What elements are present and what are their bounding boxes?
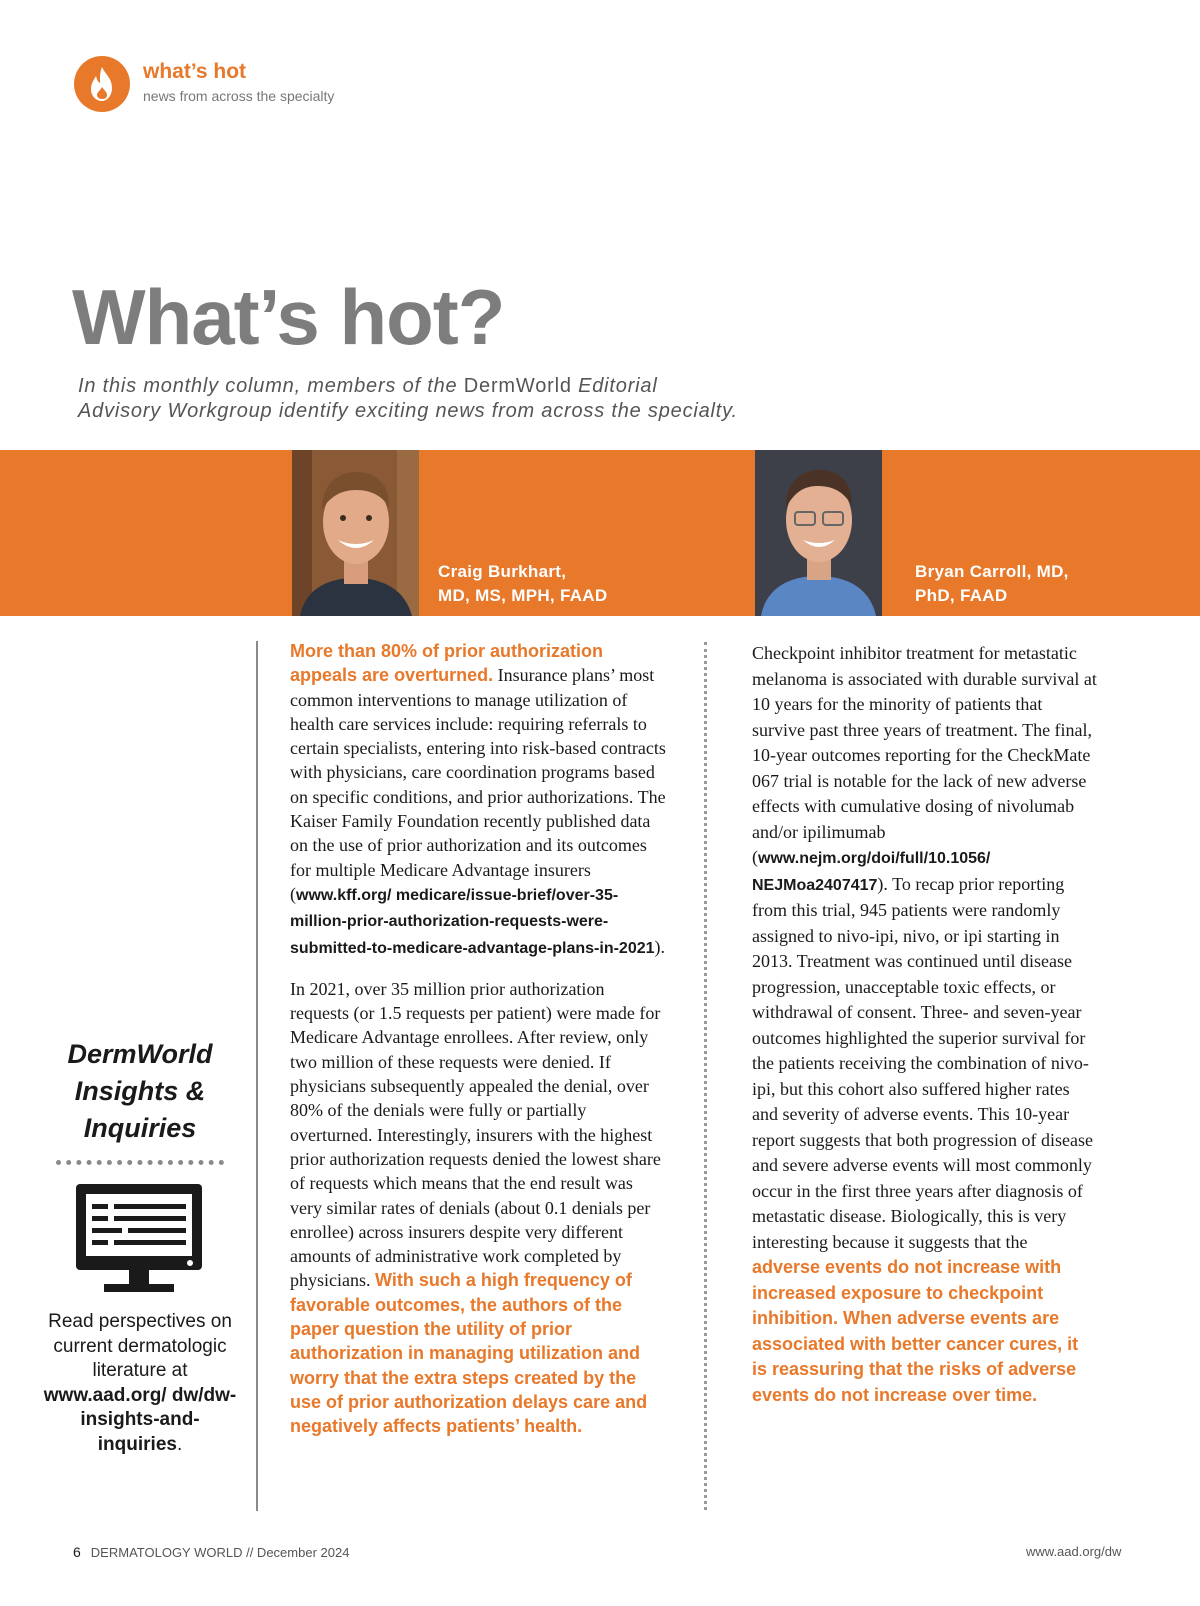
column-divider-left (256, 641, 258, 1511)
page-title: What’s hot? (72, 273, 505, 361)
sidebar-body: Read perspectives on current dermatologic literature at (48, 1311, 232, 1381)
paragraph-text: In 2021, over 35 million prior authorization requests (or 1.5 requests per patient) were made for Medicare Advantage enrollees. After review, only two million of these requests were denied. If physicians subsequently appealed the denial, over 80% of the denials were fully or partially overturned. Interestingly, insurers with the highest prior authorization requests denied the lowest share of requests which means that the end result was very similar rates of denials (about 0.1 denials per enrollee) across insurers despite very different amounts of administrative work completed by physicians. (290, 978, 661, 1291)
closing-highlight: With such a high frequency of favorable outcomes, the authors of the paper question the utility of prior authorization in managing utilization and worry that the extra steps created by the use of prior authorization delays care and negatively affects patients’ health. (290, 1270, 648, 1437)
article-column-checkpoint-inhibitor (752, 641, 1097, 1408)
sidebar-title-line1: DermWorld (67, 1039, 213, 1069)
paragraph-1 (752, 641, 1097, 1408)
intro-part2: Editorial (571, 375, 658, 397)
author-name-burkhart (438, 560, 607, 608)
article-column-prior-authorization (290, 639, 666, 1439)
sidebar-title-line3: Inquiries (83, 1113, 197, 1143)
author-name-line1: Bryan Carroll, MD, (915, 562, 1069, 581)
intro-line2: Advisory Workgroup identify exciting news from across the specialty. (78, 400, 738, 422)
author-photo-carroll (755, 450, 882, 616)
author-name-carroll (915, 560, 1069, 608)
sidebar-end: . (176, 1433, 183, 1455)
author-name-line2: MD, MS, MPH, FAAD (438, 586, 608, 605)
paragraph-text-continued: ). To recap prior reporting from this trial, 945 patients were randomly assigned to nivo-ipi, nivo, or ipi starting in 2013. Treatment was continued until disease progression, unacceptable toxic effects, or withdrawal of consent. Three- and seven-year outcomes highlighted the superior survival for the patients receiving the combination of nivo-ipi, but this cohort also suffered higher rates and severity of adverse events. This 10-year report suggests that both progression of disease and severe adverse events will most commonly occur in the first three years after diagnosis of metastatic disease. Biologically, this is very interesting because it suggests that the (752, 873, 1093, 1252)
footer-left (73, 1544, 349, 1560)
monitor-icon (74, 1182, 204, 1303)
section-subtitle: news from across the specialty (143, 88, 335, 104)
sidebar-divider (56, 1160, 224, 1165)
intro-part1: In this monthly column, members of the (78, 375, 464, 397)
sidebar-title (40, 1036, 240, 1147)
paragraph-text: Checkpoint inhibitor treatment for metastatic melanoma is associated with durable survival at 10 years for the minority of patients that survive past three years of treatment. The final, 10-year outcomes reporting for the CheckMate 067 trial is notable for the lack of new adverse effects with cumulative dosing of nivolumab and/or ipilimumab ( (752, 643, 1097, 867)
intro-brand: DermWorld (463, 375, 572, 397)
author-photo-burkhart (292, 450, 419, 616)
paragraph-2 (290, 977, 666, 1439)
paragraph-end: ). (654, 936, 666, 957)
publication-info: DERMATOLOGY WORLD // December 2024 (90, 1545, 350, 1560)
headline-highlight: More than 80% of prior authorization appeals are overturned. (290, 641, 604, 686)
sidebar-title-line2: Insights & (74, 1076, 206, 1106)
section-logo (74, 56, 130, 112)
paragraph-1 (290, 639, 666, 961)
flame-icon (85, 65, 119, 103)
page-number: 6 (73, 1544, 81, 1560)
intro-text (78, 374, 838, 424)
section-label: what’s hot (143, 60, 247, 83)
insights-link[interactable]: www.aad.org/ dw/dw-insights-and-inquiries (43, 1384, 237, 1455)
sidebar-text (40, 1310, 240, 1457)
footer-url[interactable]: www.aad.org/dw (1026, 1544, 1122, 1559)
paragraph-text: Insurance plans’ most common interventions to manage utilization of health care services include: requiring referrals to certain specialists, entering into risk-based contracts with physicians, care coordination programs based on specific conditions, and prior authorizations. The Kaiser Family Foundation recently published data on the use of prior authorization and its outcomes for multiple Medicare Advantage insurers ( (290, 665, 666, 904)
column-divider-dotted (704, 642, 707, 1510)
author-name-line2: PhD, FAAD (915, 586, 1008, 605)
closing-highlight: adverse events do not increase with increased exposure to checkpoint inhibition. When adverse events are associated with better cancer cures, it is reassuring that the risks of adverse events do not increase over time. (752, 1257, 1079, 1405)
kff-link[interactable]: www.kff.org/ medicare/issue-brief/over-35-million-prior-authorization-requests-were-submitted-to-medicare-advantage-plans-in-2021 (290, 886, 655, 957)
author-name-line1: Craig Burkhart, (438, 562, 567, 581)
nejm-link[interactable]: www.nejm.org/doi/full/10.1056/ NEJMoa2407417 (752, 850, 991, 894)
